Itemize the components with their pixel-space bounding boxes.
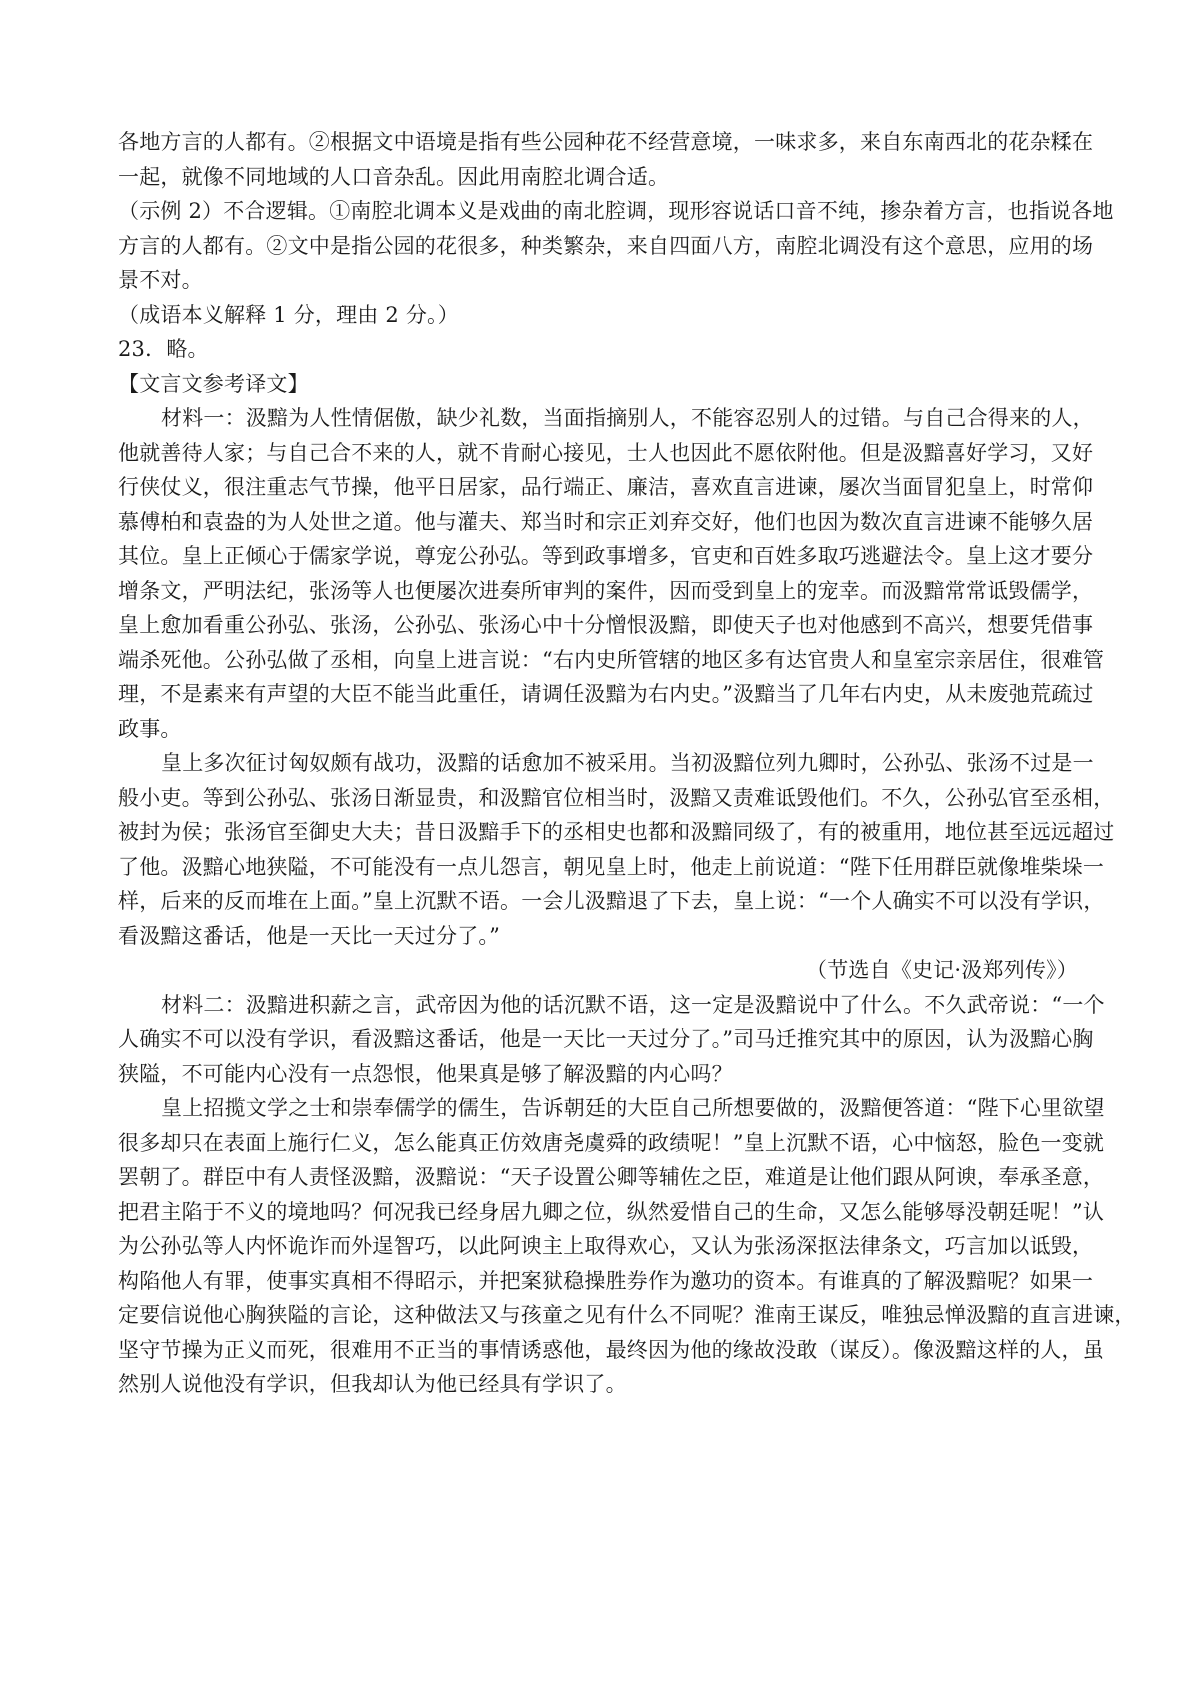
text-line: 政事。 [118,716,182,741]
material-2-paragraph-1 [118,988,1105,1092]
text-line: 定要信说他心胸狭隘的言论，这种做法又与孩童之见有什么不同呢？淮南王谋反，唯独忌惮汲黯的直言进谏， [118,1303,1136,1327]
document-page [118,125,1136,1402]
scoring-note: （成语本义解释 1 分，理由 2 分。） [118,302,459,327]
text-line: 般小吏。等到公孙弘、张汤日渐显贵，和汲黯官位相当时，汲黯又责难诋毁他们。不久，公孙弘官至丞相， [118,785,1115,810]
text-line: 端杀死他。公孙弘做了丞相，向皇上进言说：“右内史所管辖的地区多有达官贵人和皇室宗亲居住，很难管 [118,647,1105,672]
text-line: 增条文，严明法纪，张汤等人也便屡次进奏所审判的案件，因而受到皇上的宠幸。而汲黯常常诋毁儒学， [118,578,1094,603]
text-line: 样，后来的反而堆在上面。”皇上沉默不语。一会儿汲黯退了下去，皇上说：“一个人确实不可以没有学识， [118,889,1105,913]
text-line: 然别人说他没有学识，但我却认为他已经具有学识了。 [118,1372,627,1396]
text-line: 很多却只在表面上施行仁义，怎么能真正仿效唐尧虞舜的政绩呢！”皇上沉默不语，心中恼怒，脸色一变就 [118,1130,1105,1155]
material-1-paragraph-2 [118,746,1115,953]
text-line: 构陷他人有罪，使事实真相不得昭示，并把案狱稳操胜券作为邀功的资本。有谁真的了解汲黯呢？如果一 [118,1268,1094,1293]
text-line: 人确实不可以没有学识，看汲黯这番话，他是一天比一天过分了。”司马迁推究其中的原因，认为汲黯心胸 [118,1027,1094,1051]
answer-23: 23．略。 [118,337,209,361]
text-line: 被封为侯；张汤官至御史大夫；昔日汲黯手下的丞相史也都和汲黯同级了，有的被重用，地位甚至远远超过 [118,820,1115,844]
material-1-paragraph-1 [118,401,1105,746]
text-line: 罢朝了。群臣中有人责怪汲黯，汲黯说：“天子设置公卿等辅佐之臣，难道是让他们跟从阿谀，奉承圣意， [118,1165,1105,1189]
text-line: 理，不是素来有声望的大臣不能当此重任，请调任汲黯为右内史。”汲黯当了几年右内史，从未废弛荒疏过 [118,682,1094,706]
text-line: 皇上愈加看重公孙弘、张汤，公孙弘、张汤心中十分憎恨汲黯，即使天子也对他感到不高兴，想要凭借事 [118,613,1094,637]
text-line: 各地方言的人都有。②根据文中语境是指有些公园种花不经营意境，一味求多，来自东南西北的花杂糅在 [118,130,1094,154]
text-line: 了他。汲黯心地狭隘，不可能没有一点儿怨言，朝见皇上时，他走上前说道：“陛下任用群臣就像堆柴垛一 [118,854,1105,879]
text-line: 方言的人都有。②文中是指公园的花很多，种类繁杂，来自四面八方，南腔北调没有这个意思，应用的场 [118,233,1094,258]
text-line: （示例 2）不合逻辑。①南腔北调本义是戏曲的南北腔调，现形容说话口音不纯，掺杂着方言，也指说各地 [118,199,1114,223]
text-line: 景不对。 [118,268,203,292]
text-line: 坚守节操为正义而死，很难用不正当的事情诱惑他，最终因为他的缘故没敢（谋反）。像汲黯这样的人，虽 [118,1337,1104,1362]
text-line: 看汲黯这番话，他是一天比一天过分了。” [118,923,501,948]
text-line: 他就善待人家；与自己合不来的人，就不肯耐心接见，士人也因此不愿依附他。但是汲黯喜好学习，又好 [118,440,1094,465]
text-line: 行侠仗义，很注重志气节操，他平日居家，品行端正、廉洁，喜欢直言进谏，屡次当面冒犯皇上，时常仰 [118,475,1094,499]
source-citation: （节选自《史记·汲郑列传》） [806,958,1078,982]
text-line: 狭隘，不可能内心没有一点怨恨，他果真是够了解汲黯的内心吗？ [118,1061,733,1086]
translation-heading: 【文言文参考译文】 [118,371,309,396]
text-line: 为公孙弘等人内怀诡诈而外逞智巧，以此阿谀主上取得欢心，又认为张汤深抠法律条文，巧言加以诋毁， [118,1234,1094,1258]
text-line: 其位。皇上正倾心于儒家学说，尊宠公孙弘。等到政事增多，官吏和百姓多取巧逃避法令。皇上这才要分 [118,544,1094,568]
answer-22-example-2 [118,194,1114,298]
text-line: 材料二：汲黯进积薪之言，武帝因为他的话沉默不语，这一定是汲黯说中了什么。不久武帝说：“一个 [161,992,1105,1017]
text-line: 一起，就像不同地域的人口音杂乱。因此用南腔北调合适。 [118,164,670,189]
text-line: 材料一：汲黯为人性情倨傲，缺少礼数，当面指摘别人，不能容忍别人的过错。与自己合得来的人， [161,406,1094,430]
text-line: 皇上多次征讨匈奴颇有战功，汲黯的话愈加不被采用。当初汲黯位列九卿时，公孙弘、张汤不过是一 [161,751,1094,775]
material-2-paragraph-2 [118,1091,1136,1402]
text-line: 把君主陷于不义的境地吗？何况我已经身居九卿之位，纵然爱惜自己的生命，又怎么能够辱没朝廷呢！”认 [118,1199,1105,1224]
text-line: 皇上招揽文学之士和崇奉儒学的儒生，告诉朝廷的大臣自己所想要做的，汲黯便答道：“陛下心里欲望 [161,1096,1105,1120]
text-line: 慕傅柏和袁盎的为人处世之道。他与灌夫、郑当时和宗正刘弃交好，他们也因为数次直言进谏不能够久居 [118,509,1094,534]
answer-22-continuation [118,125,1094,194]
